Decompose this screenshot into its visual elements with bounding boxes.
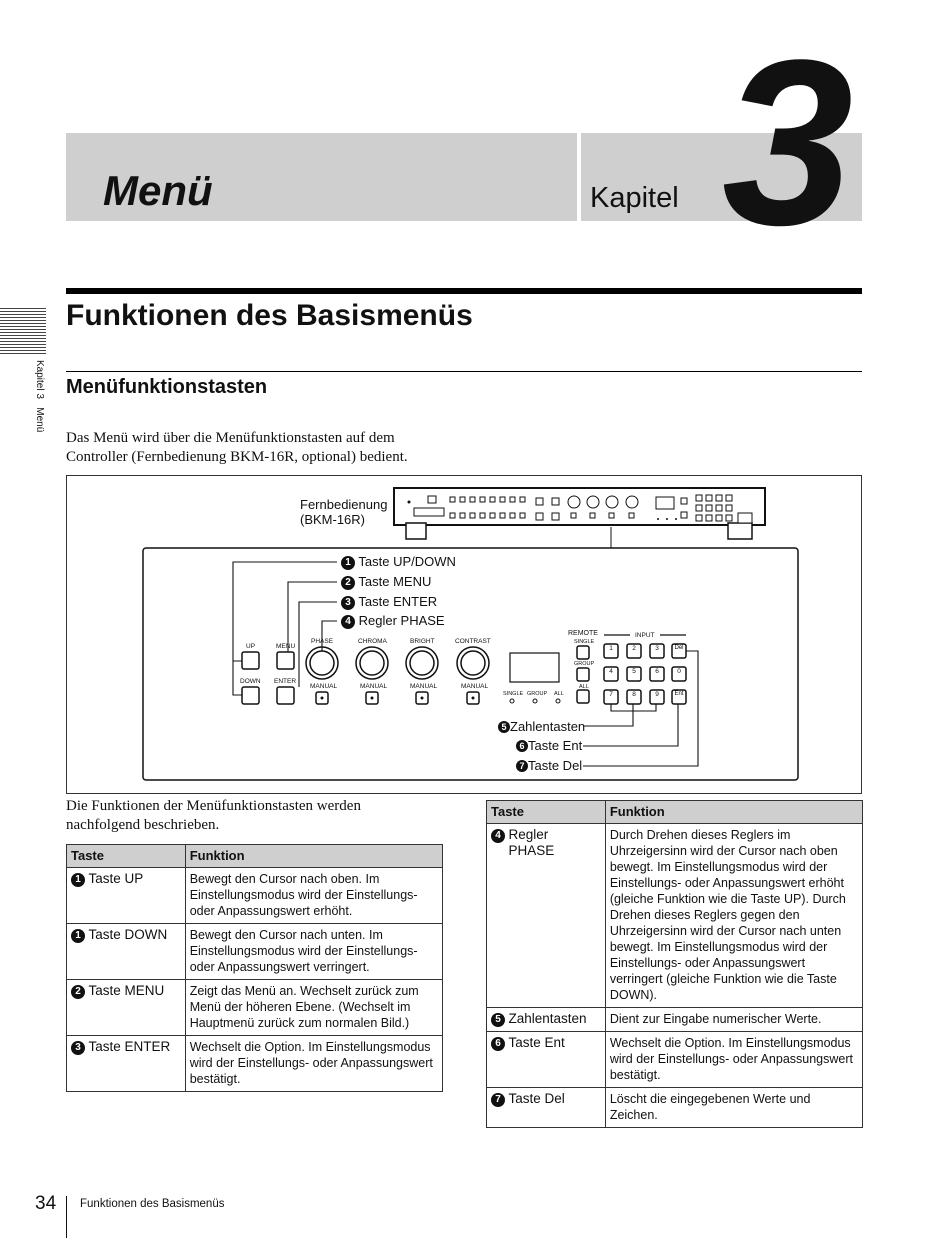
table-header-function: Funktion [605, 801, 862, 824]
key-3: 3 [655, 645, 659, 652]
row-function: Löscht die eingegebenen Werte und Zeichen. [605, 1088, 862, 1128]
table-row [67, 924, 443, 980]
row-number: 5 [491, 1013, 505, 1027]
row-key: Taste UP [88, 871, 144, 886]
table-row [487, 824, 863, 1008]
panel-label-chroma: CHROMA [358, 638, 387, 645]
key-ent: Ent [674, 691, 684, 697]
row-key: Taste MENU [88, 983, 165, 998]
callout-text: Regler PHASE [358, 613, 445, 628]
intro-line-2: Controller (Fernbedienung BKM-16R, optional) bedient. [66, 449, 408, 465]
callout-6 [516, 738, 582, 754]
panel-label-enter: ENTER [274, 678, 297, 685]
panel-label-single: SINGLE [574, 639, 595, 645]
row-number: 2 [71, 985, 85, 999]
panel-label-up: UP [246, 643, 256, 650]
section-title: Funktionen des Basismenüs [66, 299, 473, 332]
table-header-function: Funktion [185, 845, 442, 868]
panel-label-down: DOWN [240, 678, 261, 685]
row-number: 7 [491, 1093, 505, 1107]
key-1: 1 [609, 645, 613, 652]
callout-4 [341, 613, 445, 629]
left-function-table [66, 844, 443, 1092]
callout-number: 4 [341, 615, 355, 629]
panel-label-manual: MANUAL [310, 683, 338, 690]
callout-3 [341, 594, 437, 610]
panel-label-group: GROUP [527, 691, 548, 697]
row-number: 1 [71, 929, 85, 943]
device-label-line-2: (BKM-16R) [300, 512, 366, 527]
page-number: 34 [35, 1193, 57, 1214]
subsection-rule [66, 371, 862, 372]
panel-label-manual: MANUAL [360, 683, 388, 690]
callout-text: Taste UP/DOWN [358, 554, 456, 569]
callout-text: Taste ENTER [358, 594, 438, 609]
footer-divider [66, 1196, 67, 1238]
row-key: Zahlentasten [508, 1011, 587, 1026]
panel-label-manual: MANUAL [461, 683, 489, 690]
callout-text: Taste Del [528, 758, 583, 773]
row-function: Durch Drehen dieses Reglers im Uhrzeigersinn wird der Cursor nach oben bewegt. Im Einstellungsmodus wird der Einstellungs- oder Anpassungswert erhöht (gleiche Funktion wie die Taste UP). Durch Drehen dieses Reglers gegen den Uhrzeigersinn wird der Cursor nach unten bewegt. Im Einstellungsmodus wird der Einstellungs- oder Anpassungswert verringert (gleiche Funktion wie die Taste DOWN). [605, 824, 862, 1008]
callout-number: 1 [341, 556, 355, 570]
chapter-title: Menü [103, 167, 213, 214]
key-0: 0 [677, 668, 681, 675]
row-key: Taste Del [508, 1091, 565, 1106]
remote-device-drawing [66, 475, 862, 794]
row-number: 6 [491, 1037, 505, 1051]
row-number: 4 [491, 829, 505, 843]
panel-label-menu: MENU [276, 643, 296, 650]
intro-line-1: Das Menü wird über die Menüfunktionstasten auf dem [66, 430, 395, 446]
table-header-key: Taste [487, 801, 606, 824]
panel-label-bright: BRIGHT [410, 638, 435, 645]
callout-number: 2 [341, 576, 355, 590]
row-key: Regler PHASE [508, 827, 555, 858]
side-tab-label: Kapitel 3 Menü [34, 360, 45, 433]
table-row [67, 1036, 443, 1092]
callout-7 [516, 758, 582, 774]
callout-text: Zahlentasten [510, 719, 586, 734]
row-key: Taste Ent [508, 1035, 565, 1050]
callout-number: 3 [341, 596, 355, 610]
panel-label-remote: REMOTE [568, 630, 598, 637]
callout-number: 7 [516, 760, 528, 772]
callout-number: 5 [498, 721, 510, 733]
subsection-title: Menüfunktionstasten [66, 376, 268, 398]
panel-label-input: INPUT [635, 632, 655, 639]
right-function-table [486, 800, 863, 1128]
key-del: Del [674, 645, 684, 651]
key-8: 8 [632, 691, 636, 698]
description-line-2: nachfolgend beschrieben. [66, 817, 220, 833]
row-number: 1 [71, 873, 85, 887]
row-function: Wechselt die Option. Im Einstellungsmodus wird der Einstellungs- oder Anpassungswert bestätigt. [605, 1032, 862, 1088]
running-title: Funktionen des Basismenüs [80, 1198, 225, 1210]
row-function: Bewegt den Cursor nach unten. Im Einstellungsmodus wird der Einstellungs- oder Anpassungswert verringert. [185, 924, 442, 980]
panel-label-group: GROUP [574, 661, 595, 667]
panel-label-all: ALL [554, 691, 564, 697]
callout-text: Taste MENU [358, 574, 432, 589]
device-label-line-1: Fernbedienung [300, 497, 388, 512]
table-row [487, 1088, 863, 1128]
row-function: Zeigt das Menü an. Wechselt zurück zum Menü der höheren Ebene. (Wechselt im Hauptmenü zurück zum normalen Bild.) [185, 980, 442, 1036]
key-5: 5 [632, 668, 636, 675]
side-tab-stripes [0, 308, 46, 354]
panel-label-all: ALL [579, 684, 589, 690]
panel-label-single: SINGLE [503, 691, 524, 697]
table-row [487, 1032, 863, 1088]
callout-5 [498, 719, 585, 735]
key-9: 9 [655, 691, 659, 698]
section-rule [66, 288, 862, 294]
callout-number: 6 [516, 740, 528, 752]
row-function: Wechselt die Option. Im Einstellungsmodus wird der Einstellungs- oder Anpassungswert bestätigt. [185, 1036, 442, 1092]
description-line-1: Die Funktionen der Menüfunktionstasten werden [66, 798, 361, 814]
table-row [67, 980, 443, 1036]
callout-1 [341, 554, 456, 570]
row-function: Bewegt den Cursor nach oben. Im Einstellungsmodus wird der Einstellungs- oder Anpassungswert erhöht. [185, 868, 442, 924]
callout-2 [341, 574, 431, 590]
table-header-key: Taste [67, 845, 186, 868]
panel-label-phase: PHASE [311, 638, 334, 645]
key-6: 6 [655, 668, 659, 675]
table-row [67, 868, 443, 924]
table-row [487, 1008, 863, 1032]
chapter-label: Kapitel [590, 182, 679, 214]
panel-label-manual: MANUAL [410, 683, 438, 690]
callout-text: Taste Ent [528, 738, 583, 753]
row-key: Taste DOWN [88, 927, 168, 942]
key-2: 2 [632, 645, 636, 652]
chapter-number: 3 [722, 11, 850, 275]
row-number: 3 [71, 1041, 85, 1055]
panel-label-contrast: CONTRAST [455, 638, 491, 645]
row-function: Dient zur Eingabe numerischer Werte. [605, 1008, 862, 1032]
key-7: 7 [609, 691, 613, 698]
key-4: 4 [609, 668, 613, 675]
row-key: Taste ENTER [88, 1039, 171, 1054]
